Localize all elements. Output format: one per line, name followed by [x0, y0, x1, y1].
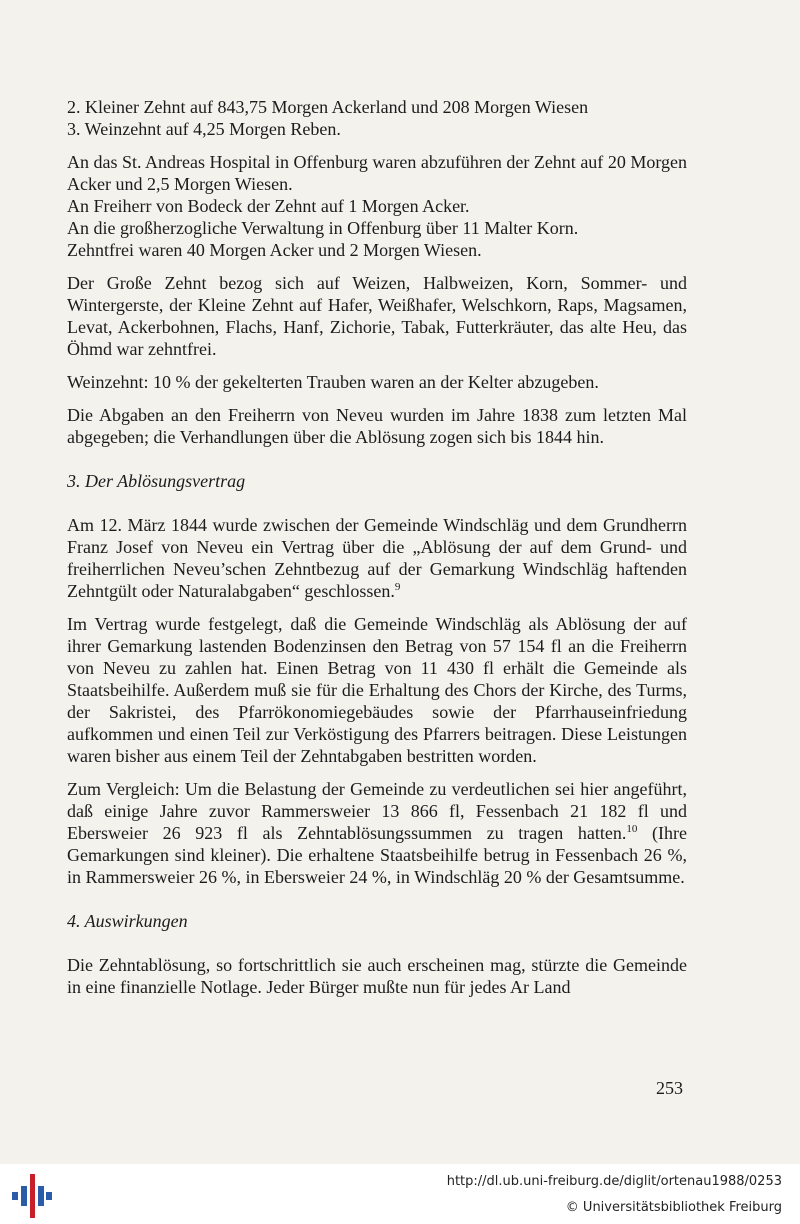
paragraph-auswirkungen: Die Zehntablösung, so fortschrittlich sie auch erscheinen mag, stürzte die Gemeinde in eine finanzielle Notlage. Jeder Bürger mußte nun für jedes Ar Land — [67, 955, 687, 997]
paragraph-festgelegt: Im Vertrag wurde festgelegt, daß die Gemeinde Windschläg als Ablösung der auf ihrer Gemarkung lastenden Bodenzinsen den Betrag von 57 154 fl an die Freiherrn von Neveu zu zahlen hat. Einen Betrag von 11 430 fl erhält die Gemeinde als Staatsbeihilfe. Außerdem muß sie für die Erhaltung des Chors der Kirche, des Turms, der Sakristei, des Pfarrökonomiegebäudes sowie der Pfarrhauseinfriedung aufkommen und einen Teil zur Verköstigung des Pfarrers beitragen. Diese Leistungen waren bisher aus einem Teil der Zehntabgaben bestritten worden. — [67, 614, 687, 766]
section-heading-4: 4. Auswirkungen — [67, 911, 188, 931]
paragraph-vergleich-text: Zum Vergleich: Um die Belastung der Gemeinde zu verdeutlichen sei hier angeführt, daß einige Jahre zuvor Rammersweier 13 866 fl, Fessenbach 21 182 fl und Ebersweier 26 923 fl als Zehntablösungssummen zu tragen hatten. — [67, 779, 687, 843]
footer-bar — [0, 1164, 800, 1224]
paragraph-vertrag-text: Am 12. März 1844 wurde zwischen der Gemeinde Windschläg und dem Grundherrn Franz Josef von Neveu ein Vertrag über die „Ablösung der auf dem Grund- und freiherrlichen Neveu’schen Zehntbezug auf der Gemarkung Windschläg haftenden Zehntgült oder Naturalabgaben“ geschlossen. — [67, 515, 687, 601]
paragraph-grosse-zehnt: Der Große Zehnt bezog sich auf Weizen, Halbweizen, Korn, Sommer- und Wintergerste, der Kleine Zehnt auf Hafer, Weißhafer, Welschkorn, Raps, Magsamen, Levat, Ackerbohnen, Flachs, Hanf, Zichorie, Tabak, Futterkräuter, das alte Heu, das Öhmd war zehntfrei. — [67, 273, 687, 359]
paragraph-verwaltung: An die großherzogliche Verwaltung in Offenburg über 11 Malter Korn. — [67, 218, 579, 238]
ub-freiburg-logo-icon — [12, 1174, 52, 1218]
list-item: 3. Weinzehnt auf 4,25 Morgen Reben. — [67, 119, 341, 139]
paragraph-hospital: An das St. Andreas Hospital in Offenburg waren abzuführen der Zehnt auf 20 Morgen Acker und 2,5 Morgen Wiesen. — [67, 152, 687, 194]
paragraph-weinzehnt: Weinzehnt: 10 % der gekelterten Trauben waren an der Kelter abzugeben. — [67, 372, 599, 392]
paragraph-vergleich-text: (Ihre Gemarkungen sind kleiner). Die erhaltene Staatsbeihilfe betrug in Fessenbach 26 %, in Rammersweier 26 %, in Ebersweier 24 %, in Windschläg 20 % der Gesamtsumme. — [67, 823, 687, 887]
page-text — [67, 96, 687, 998]
copyright-text: © Universitätsbibliothek Freiburg — [565, 1200, 782, 1215]
paragraph-vergleich — [67, 778, 687, 888]
page-number: 253 — [656, 1078, 683, 1098]
paragraph-abgaben: Die Abgaben an den Freiherrn von Neveu wurden im Jahre 1838 zum letzten Mal abgegeben; die Verhandlungen über die Ablösung zogen sich bis 1844 hin. — [67, 405, 687, 447]
list-item: 2. Kleiner Zehnt auf 843,75 Morgen Ackerland und 208 Morgen Wiesen — [67, 97, 589, 117]
footnote-marker: 9 — [394, 581, 401, 593]
source-url-link[interactable]: http://dl.ub.uni-freiburg.de/diglit/ortenau1988/0253 — [446, 1174, 782, 1189]
section-heading-3: 3. Der Ablösungsvertrag — [67, 471, 246, 491]
paragraph-zehntfrei: Zehntfrei waren 40 Morgen Acker und 2 Morgen Wiesen. — [67, 240, 482, 260]
paragraph-vertrag — [67, 514, 687, 602]
footnote-marker: 10 — [626, 823, 638, 835]
paragraph-bodeck: An Freiherr von Bodeck der Zehnt auf 1 Morgen Acker. — [67, 196, 470, 216]
